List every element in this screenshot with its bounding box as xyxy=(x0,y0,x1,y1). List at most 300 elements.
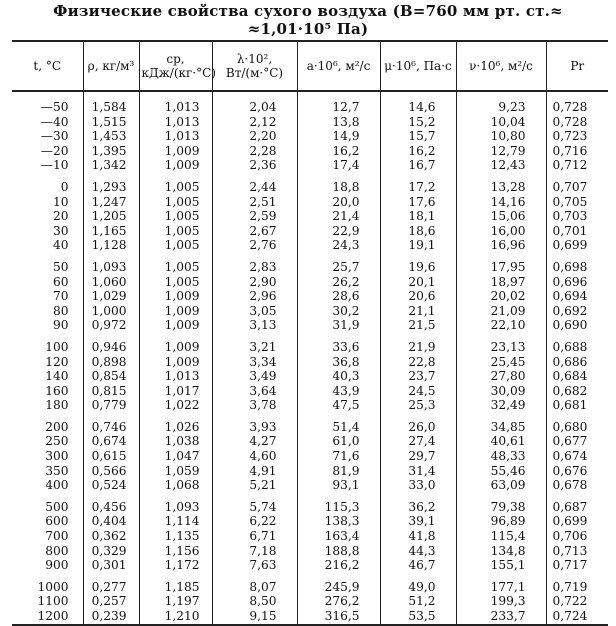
table-cell: 0,705 xyxy=(552,194,588,209)
table-cell: 1,128 xyxy=(91,238,127,253)
table-cell: 0,239 xyxy=(91,609,127,623)
table-cell: 100 xyxy=(45,339,69,354)
table-cell: 1,009 xyxy=(164,143,200,158)
row-group xyxy=(140,493,212,573)
table-cell: 0,746 xyxy=(91,419,127,434)
table-cell: 200 xyxy=(45,419,69,434)
table-cell: 93,1 xyxy=(332,478,360,493)
table-cell: 188,8 xyxy=(324,543,360,558)
table-cell: 12,43 xyxy=(490,158,526,173)
table-cell: 1,026 xyxy=(164,419,200,434)
column-prandtl xyxy=(546,91,608,625)
table-cell: 51,4 xyxy=(332,419,360,434)
table-cell: 33,0 xyxy=(408,478,436,493)
row-group xyxy=(12,253,83,333)
row-group xyxy=(381,173,456,253)
row-group xyxy=(140,253,212,333)
table-cell: 0,815 xyxy=(91,383,127,398)
row-group xyxy=(213,92,297,173)
table-cell: 61,0 xyxy=(332,434,360,449)
table-cell: 1,185 xyxy=(164,579,200,594)
table-cell: 0,404 xyxy=(91,514,127,529)
table-cell: 1,013 xyxy=(164,114,200,129)
table-cell: 16,96 xyxy=(490,238,526,253)
table-cell: —40 xyxy=(40,114,69,129)
table-cell: 1,156 xyxy=(164,543,200,558)
table-cell: 1,005 xyxy=(164,194,200,209)
table-cell: 0,699 xyxy=(552,238,588,253)
table-cell: 20,1 xyxy=(408,274,436,289)
row-group xyxy=(84,333,139,413)
table-cell: 15,06 xyxy=(490,209,526,224)
row-group xyxy=(298,173,380,253)
row-group xyxy=(140,173,212,253)
table-cell: 0,686 xyxy=(552,354,588,369)
row-group xyxy=(213,173,297,253)
table-cell: 3,05 xyxy=(249,303,277,318)
table-cell: 14,16 xyxy=(490,194,526,209)
table-cell: 0,566 xyxy=(91,463,127,478)
table-cell: 16,7 xyxy=(408,158,436,173)
table-cell: 2,90 xyxy=(249,274,277,289)
table-cell: 1,017 xyxy=(164,383,200,398)
table-cell: 0,456 xyxy=(91,499,127,514)
header-row xyxy=(12,41,608,91)
table-cell: 900 xyxy=(45,558,69,573)
table-cell: 3,34 xyxy=(249,354,277,369)
row-group xyxy=(381,333,456,413)
table-cell: 30,2 xyxy=(332,303,360,318)
column-heat-capacity xyxy=(139,91,212,625)
table-cell: 25,7 xyxy=(332,259,360,274)
header-temperature: t, °C xyxy=(12,41,83,91)
table-cell: 9,15 xyxy=(249,609,277,623)
row-group xyxy=(298,333,380,413)
table-cell: 1,013 xyxy=(164,369,200,384)
table-cell: 5,74 xyxy=(249,499,277,514)
table-cell: 9,23 xyxy=(498,100,526,114)
table-cell: 7,18 xyxy=(249,543,277,558)
column-temperature xyxy=(12,91,83,625)
table-cell: —10 xyxy=(40,158,69,173)
table-cell: 1,009 xyxy=(164,158,200,173)
table-cell: 26,0 xyxy=(408,419,436,434)
table-cell: 36,8 xyxy=(332,354,360,369)
table-cell: 40,61 xyxy=(490,434,526,449)
table-cell: 250 xyxy=(45,434,69,449)
table-cell: 20,0 xyxy=(332,194,360,209)
table-cell: 1,013 xyxy=(164,100,200,114)
table-cell: 1,005 xyxy=(164,223,200,238)
table-cell: 2,12 xyxy=(249,114,277,129)
table-cell: 22,9 xyxy=(332,223,360,238)
table-cell: 1,165 xyxy=(91,223,127,238)
table-cell: 0,723 xyxy=(552,129,588,144)
table-cell: 21,1 xyxy=(408,303,436,318)
table-cell: 24,5 xyxy=(408,383,436,398)
table-cell: 23,13 xyxy=(490,339,526,354)
table-cell: 39,1 xyxy=(408,514,436,529)
table-cell: 21,5 xyxy=(408,318,436,333)
table-cell: 48,33 xyxy=(490,449,526,464)
row-group xyxy=(84,493,139,573)
table-cell: 233,7 xyxy=(490,609,526,623)
row-group xyxy=(457,173,546,253)
table-cell: 53,5 xyxy=(408,609,436,623)
table-cell: 1,009 xyxy=(164,339,200,354)
table-cell: 49,0 xyxy=(408,579,436,594)
table-cell: 138,3 xyxy=(324,514,360,529)
table-cell: 1200 xyxy=(37,609,69,623)
header-kinematic-viscosity: ν·10⁶, м²/с xyxy=(456,41,546,91)
table-cell: 1,038 xyxy=(164,434,200,449)
table-cell: 3,49 xyxy=(249,369,277,384)
row-group xyxy=(140,92,212,173)
table-cell: 25,3 xyxy=(408,398,436,413)
table-cell: 16,2 xyxy=(332,143,360,158)
table-title-line-1: Физические свойства сухого воздуха (B=760 мм рт. ст.≈ xyxy=(53,2,563,20)
row-group xyxy=(547,92,609,173)
table-cell: 3,21 xyxy=(249,339,277,354)
row-group xyxy=(298,493,380,573)
table-cell: 0,699 xyxy=(552,514,588,529)
table-cell: 0,712 xyxy=(552,158,588,173)
row-group xyxy=(12,173,83,253)
table-cell: 0,678 xyxy=(552,478,588,493)
table-cell: 70 xyxy=(52,289,69,304)
table-cell: 0,698 xyxy=(552,259,588,274)
table-cell: 27,4 xyxy=(408,434,436,449)
table-cell: 0,779 xyxy=(91,398,127,413)
table-cell: 2,59 xyxy=(249,209,277,224)
table-cell: 1000 xyxy=(37,579,69,594)
table-cell: 0,615 xyxy=(91,449,127,464)
table-cell: 0,687 xyxy=(552,499,588,514)
table-cell: 12,7 xyxy=(332,100,360,114)
table-cell: 350 xyxy=(45,463,69,478)
table-cell: 34,85 xyxy=(490,419,526,434)
table-cell: 1,210 xyxy=(164,609,200,623)
table-cell: 2,36 xyxy=(249,158,277,173)
row-group xyxy=(381,573,456,624)
table-cell: 0,690 xyxy=(552,318,588,333)
table-cell: 3,78 xyxy=(249,398,277,413)
table-cell: 2,28 xyxy=(249,143,277,158)
table-cell: 2,76 xyxy=(249,238,277,253)
table-cell: 700 xyxy=(45,529,69,544)
table-cell: 10 xyxy=(52,194,69,209)
table-cell: 1,453 xyxy=(91,129,127,144)
row-group xyxy=(213,333,297,413)
table-cell: 3,64 xyxy=(249,383,277,398)
table-cell: 50 xyxy=(52,259,69,274)
table-cell: 51,2 xyxy=(408,594,436,609)
table-cell: 27,80 xyxy=(490,369,526,384)
table-cell: 8,50 xyxy=(249,594,277,609)
table-cell: 0,728 xyxy=(552,114,588,129)
table-cell: 44,3 xyxy=(408,543,436,558)
table-cell: 0,257 xyxy=(91,594,127,609)
row-group xyxy=(12,413,83,493)
table-cell: 1,293 xyxy=(91,179,127,194)
table-cell: 12,79 xyxy=(490,143,526,158)
row-group xyxy=(12,333,83,413)
table-cell: 0,854 xyxy=(91,369,127,384)
table-cell: 18,6 xyxy=(408,223,436,238)
table-cell: 41,8 xyxy=(408,529,436,544)
table-cell: 1,009 xyxy=(164,318,200,333)
column-thermal-conductivity xyxy=(212,91,297,625)
row-group xyxy=(213,573,297,624)
row-group xyxy=(213,493,297,573)
table-cell: 1,172 xyxy=(164,558,200,573)
table-cell: 25,45 xyxy=(490,354,526,369)
table-cell: 1,205 xyxy=(91,209,127,224)
table-cell: 0,277 xyxy=(91,579,127,594)
table-cell: 30 xyxy=(52,223,69,238)
table-cell: 13,8 xyxy=(332,114,360,129)
table-cell: 0,722 xyxy=(552,594,588,609)
row-group xyxy=(298,573,380,624)
table-cell: 21,09 xyxy=(490,303,526,318)
table-cell: 18,1 xyxy=(408,209,436,224)
table-cell: 14,6 xyxy=(408,100,436,114)
table-cell: 19,1 xyxy=(408,238,436,253)
table-cell: 2,44 xyxy=(249,179,277,194)
table-cell: 1,009 xyxy=(164,303,200,318)
table-cell: 96,89 xyxy=(490,514,526,529)
row-group xyxy=(457,573,546,624)
table-cell: 1,005 xyxy=(164,274,200,289)
table-cell: 1,093 xyxy=(91,259,127,274)
column-thermal-diffusivity xyxy=(297,91,380,625)
row-group xyxy=(140,573,212,624)
column-kinematic-viscosity xyxy=(456,91,546,625)
table-cell: 1,515 xyxy=(91,114,127,129)
table-cell: 0,728 xyxy=(552,100,588,114)
table-cell: 13,28 xyxy=(490,179,526,194)
table-cell: 2,20 xyxy=(249,129,277,144)
table-cell: 17,4 xyxy=(332,158,360,173)
table-cell: 26,2 xyxy=(332,274,360,289)
table-cell: 1,197 xyxy=(164,594,200,609)
table-cell: 55,46 xyxy=(490,463,526,478)
table-cell: —20 xyxy=(40,143,69,158)
table-cell: 245,9 xyxy=(324,579,360,594)
table-cell: 1,013 xyxy=(164,129,200,144)
table-cell: 23,7 xyxy=(408,369,436,384)
table-cell: 400 xyxy=(45,478,69,493)
table-cell: 17,2 xyxy=(408,179,436,194)
table-cell: 1,114 xyxy=(164,514,200,529)
row-group xyxy=(84,92,139,173)
column-dynamic-viscosity xyxy=(380,91,456,625)
row-group xyxy=(213,253,297,333)
row-group xyxy=(457,92,546,173)
table-cell: 1,060 xyxy=(91,274,127,289)
table-cell: 63,09 xyxy=(490,478,526,493)
table-cell: 80 xyxy=(52,303,69,318)
table-cell: 4,60 xyxy=(249,449,277,464)
table-cell: 1,093 xyxy=(164,499,200,514)
row-group xyxy=(298,253,380,333)
table-cell: 800 xyxy=(45,543,69,558)
row-group xyxy=(140,333,212,413)
table-cell: 31,9 xyxy=(332,318,360,333)
table-cell: 1,005 xyxy=(164,238,200,253)
row-group xyxy=(298,413,380,493)
table-cell: 0,674 xyxy=(552,449,588,464)
table-cell: 0,692 xyxy=(552,303,588,318)
table-cell: 4,27 xyxy=(249,434,277,449)
row-group xyxy=(457,253,546,333)
table-cell: 0,676 xyxy=(552,463,588,478)
table-cell: 60 xyxy=(52,274,69,289)
table-cell: 0,717 xyxy=(552,558,588,573)
table-cell: 28,6 xyxy=(332,289,360,304)
table-cell: 180 xyxy=(45,398,69,413)
table-cell: 31,4 xyxy=(408,463,436,478)
table-cell: 2,51 xyxy=(249,194,277,209)
table-cell: 15,7 xyxy=(408,129,436,144)
table-cell: 0,713 xyxy=(552,543,588,558)
table-cell: 6,71 xyxy=(249,529,277,544)
table-cell: 1,009 xyxy=(164,354,200,369)
table-cell: 14,9 xyxy=(332,129,360,144)
table-cell: 22,8 xyxy=(408,354,436,369)
table-cell: 1,047 xyxy=(164,449,200,464)
table-cell: 16,2 xyxy=(408,143,436,158)
row-group xyxy=(84,253,139,333)
table-cell: 0,706 xyxy=(552,529,588,544)
table-cell: 0,684 xyxy=(552,369,588,384)
table-cell: 43,9 xyxy=(332,383,360,398)
table-cell: 140 xyxy=(45,369,69,384)
table-cell: 0,719 xyxy=(552,579,588,594)
table-cell: 1,009 xyxy=(164,289,200,304)
table-cell: 0,682 xyxy=(552,383,588,398)
table-cell: 0,716 xyxy=(552,143,588,158)
table-cell: 10,04 xyxy=(490,114,526,129)
table-cell: 0,329 xyxy=(91,543,127,558)
table-cell: 0,688 xyxy=(552,339,588,354)
table-cell: 20 xyxy=(52,209,69,224)
table-cell: 3,93 xyxy=(249,419,277,434)
table-cell: 17,95 xyxy=(490,259,526,274)
table-cell: 0,681 xyxy=(552,398,588,413)
table-title-line-2: ≈1,01·10⁵ Па) xyxy=(247,20,369,38)
table-cell: 216,2 xyxy=(324,558,360,573)
table-cell: 4,91 xyxy=(249,463,277,478)
row-group xyxy=(457,333,546,413)
table-cell: 1,022 xyxy=(164,398,200,413)
table-cell: 20,6 xyxy=(408,289,436,304)
table-cell: 600 xyxy=(45,514,69,529)
table-cell: 0,946 xyxy=(91,339,127,354)
row-group xyxy=(381,92,456,173)
table-cell: 29,7 xyxy=(408,449,436,464)
row-group xyxy=(547,573,609,624)
table-cell: 163,4 xyxy=(324,529,360,544)
table-body xyxy=(12,91,608,625)
table-cell: 32,49 xyxy=(490,398,526,413)
table-cell: 276,2 xyxy=(324,594,360,609)
table-cell: 17,6 xyxy=(408,194,436,209)
header-thermal-diffusivity: a·10⁶, м²/с xyxy=(297,41,380,91)
table-cell: 1,584 xyxy=(91,100,127,114)
table-cell: 0,703 xyxy=(552,209,588,224)
row-group xyxy=(84,173,139,253)
header-dynamic-viscosity: μ·10⁶, Па·с xyxy=(380,41,456,91)
table-cell: 120 xyxy=(45,354,69,369)
row-group xyxy=(547,493,609,573)
row-group xyxy=(12,493,83,573)
table-cell: 6,22 xyxy=(249,514,277,529)
air-properties-table xyxy=(12,40,608,626)
table-cell: 0 xyxy=(60,179,69,194)
table-cell: 79,38 xyxy=(490,499,526,514)
row-group xyxy=(547,333,609,413)
table-cell: 1,005 xyxy=(164,209,200,224)
table-cell: 0,301 xyxy=(91,558,127,573)
table-cell: 40,3 xyxy=(332,369,360,384)
table-cell: 0,362 xyxy=(91,529,127,544)
table-cell: 1,005 xyxy=(164,179,200,194)
table-cell: 0,694 xyxy=(552,289,588,304)
table-cell: 18,8 xyxy=(332,179,360,194)
table-cell: 2,96 xyxy=(249,289,277,304)
row-group xyxy=(12,92,83,173)
table-cell: 0,524 xyxy=(91,478,127,493)
table-cell: 8,07 xyxy=(249,579,277,594)
table-cell: —30 xyxy=(40,129,69,144)
table-cell: 33,6 xyxy=(332,339,360,354)
table-cell: 199,3 xyxy=(490,594,526,609)
row-group xyxy=(457,413,546,493)
table-cell: 16,00 xyxy=(490,223,526,238)
header-heat-capacity: cp, кДж/(кг·°C) xyxy=(139,41,212,91)
table-cell: 0,680 xyxy=(552,419,588,434)
table-cell: 10,80 xyxy=(490,129,526,144)
row-group xyxy=(84,413,139,493)
header-prandtl: Pr xyxy=(546,41,608,91)
table-cell: 500 xyxy=(45,499,69,514)
table-cell: 21,4 xyxy=(332,209,360,224)
row-group xyxy=(213,413,297,493)
table-cell: 134,8 xyxy=(490,543,526,558)
table-cell: 18,97 xyxy=(490,274,526,289)
table-cell: 1,029 xyxy=(91,289,127,304)
table-cell: 22,10 xyxy=(490,318,526,333)
table-cell: 1100 xyxy=(37,594,69,609)
table-cell: 0,707 xyxy=(552,179,588,194)
table-cell: 0,898 xyxy=(91,354,127,369)
table-cell: 1,135 xyxy=(164,529,200,544)
row-group xyxy=(547,173,609,253)
table-cell: 0,674 xyxy=(91,434,127,449)
table-cell: 46,7 xyxy=(408,558,436,573)
table-cell: 1,247 xyxy=(91,194,127,209)
row-group xyxy=(457,493,546,573)
table-cell: 160 xyxy=(45,383,69,398)
header-density: ρ, кг/м³ xyxy=(83,41,139,91)
table-cell: 0,724 xyxy=(552,609,588,623)
table-cell: 21,9 xyxy=(408,339,436,354)
table-cell: 155,1 xyxy=(490,558,526,573)
table-cell: 90 xyxy=(52,318,69,333)
table-cell: —50 xyxy=(40,100,69,114)
row-group xyxy=(84,573,139,624)
